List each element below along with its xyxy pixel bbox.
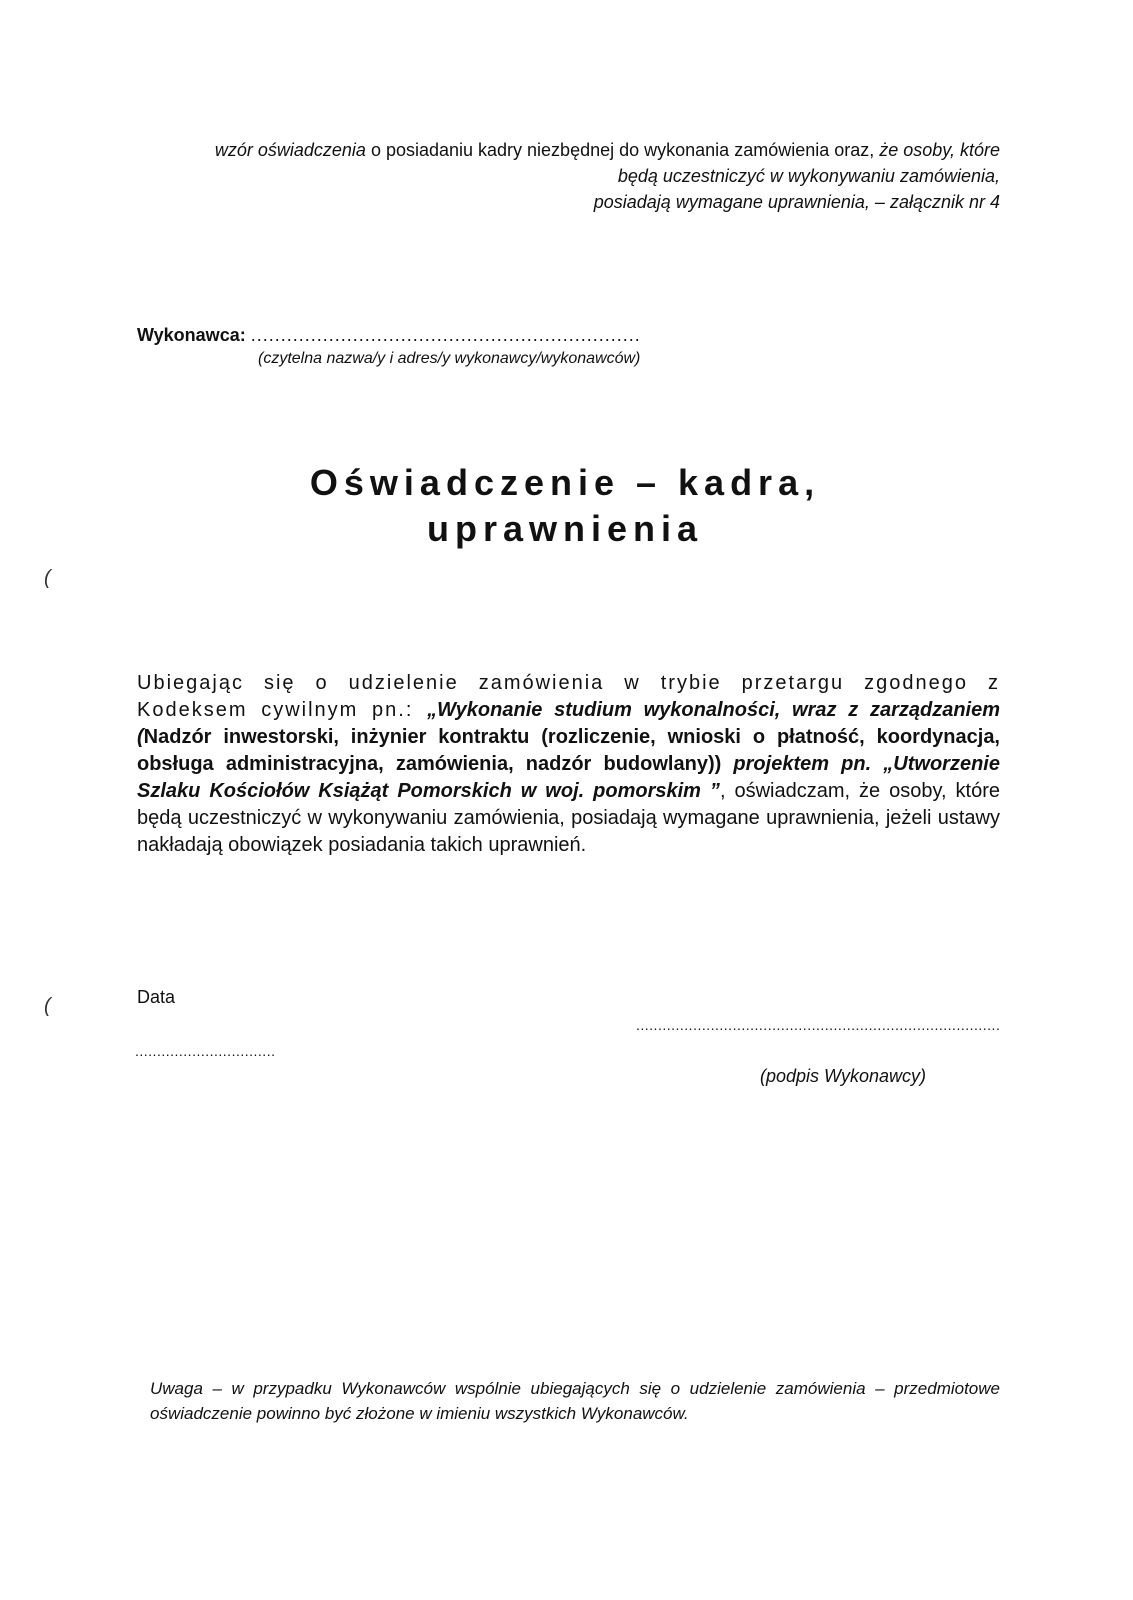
header-line-2: będą uczestniczyć w wykonywaniu zamówienia,	[617, 166, 1000, 186]
title-line-2: uprawnienia	[426, 508, 704, 549]
note-paragraph: Uwaga – w przypadku Wykonawców wspólnie ubiegających się o udzielenie zamówienia – przedmiotowe oświadczenie powinno być złożone w imieniu wszystkich Wykonawców.	[150, 1379, 1000, 1423]
margin-mark-2: (	[44, 995, 51, 1017]
header-subject-continued: że osoby, które	[879, 140, 1000, 160]
date-fill-line: ................................	[135, 1043, 276, 1059]
document-header	[140, 137, 1000, 215]
declaration-intro: Ubiegając się o udzielenie zamówienia w trybie przetargu zgodnego z Kodeksem cywilnym pn.:	[137, 672, 1000, 721]
signature-fill-line: ...................................................................................	[636, 1017, 1001, 1033]
header-form-label: wzór oświadczenia	[214, 140, 366, 160]
contractor-hint: (czytelna nazwa/y i adres/y wykonawcy/wykonawców)	[258, 350, 641, 367]
margin-mark-1: (	[44, 567, 51, 589]
document-title	[200, 460, 930, 552]
declaration-task-name: „Wykonanie studium wykonalności, wraz z zarządzaniem (	[137, 699, 1000, 748]
declaration-project-name: projektem pn. „Utworzenie Szlaku Kościołów Książąt Pomorskich w woj. pomorskim ”	[137, 753, 1000, 802]
declaration-paragraph	[137, 670, 1000, 859]
contractor-field	[137, 323, 641, 347]
header-subject: o posiadaniu kadry niezbędnej do wykonania zamówienia oraz,	[365, 140, 880, 160]
declaration-statement: , oświadczam, że osoby, które będą uczestniczyć w wykonywaniu zamówienia, posiadają wymagane uprawnienia, jeżeli ustawy nakładają obowiązek posiadania takich uprawnień.	[137, 780, 1001, 856]
date-label: Data	[137, 987, 176, 1007]
contractor-fill-line: .................................................................	[250, 325, 641, 345]
header-line-1	[140, 137, 1000, 163]
header-line-3: posiadają wymagane uprawnienia, – załącznik nr 4	[593, 192, 1000, 212]
signature-label: (podpis Wykonawcy)	[760, 1066, 927, 1086]
contractor-label: Wykonawca:	[137, 325, 246, 345]
title-line-1: Oświadczenie – kadra,	[309, 462, 821, 503]
declaration-task-scope: Nadzór inwestorski, inżynier kontraktu (rozliczenie, wnioski o płatność, koordynacja, obsługa administracyjna, zamówienia, nadzór budowlany))	[137, 726, 1000, 775]
